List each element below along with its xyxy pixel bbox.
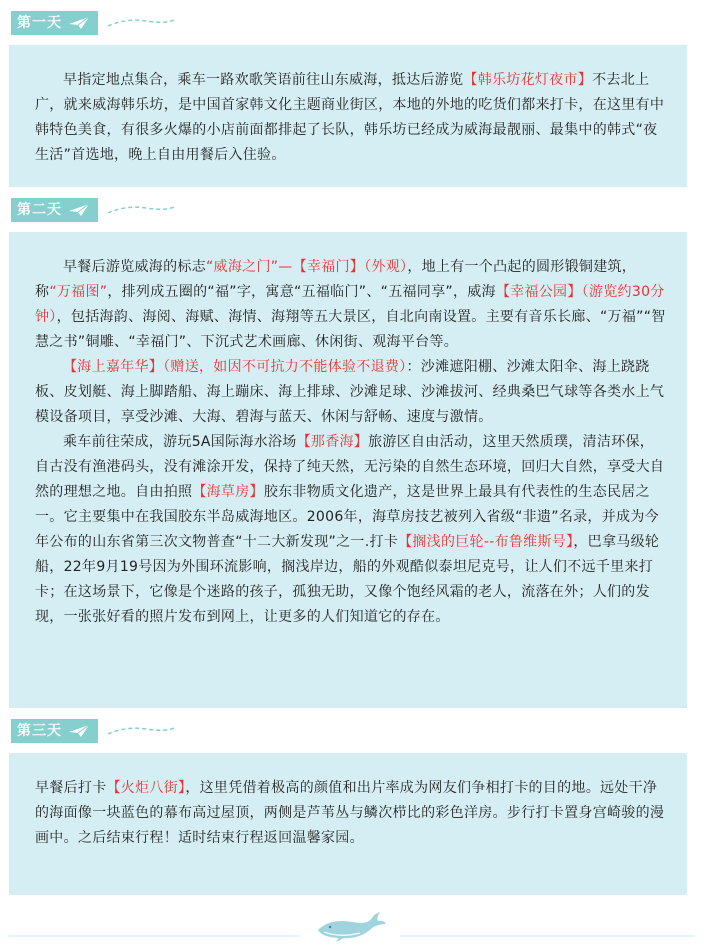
body-text: 旅游区自由活动，这里天然质璞，清洁环保，自古没有渔港码头，没有滩涂开发，保持了纯天然，无污染的自然生态环境，回归大自然，享受大自然的理想之地。自由拍照: [35, 434, 665, 500]
body-text: ，包括海韵、海阅、海赋、海情、海翔等五大景区，自北向南设置。主要有音乐长廊、“万福”“智慧之书”铜雕、“幸福门”、下沉式艺术画廊、休闲街、观海平台等。: [35, 309, 666, 350]
whale-footer-decoration: [0, 908, 703, 944]
day-2-label: 第二天: [11, 198, 68, 222]
highlight-text: 【海草房】: [192, 484, 264, 500]
body-text: 不去北上广，就来威海韩乐坊，是中国首家韩文化主题商业街区，本地的外地的吃货们都来打卡，在这里有中韩特色美食，有很多火爆的小店前面都排起了长队，韩乐坊已经成为威海最靓丽、最集中的韩式“夜生活”首选地，晚上自由用餐后入住验。: [35, 72, 665, 163]
day-2-body: [35, 255, 667, 630]
day-3-tag: [11, 719, 176, 743]
body-text: ，排列成五圈的“福”字，寓意“五福临门”、“五福同享”，威海: [107, 284, 496, 300]
highlight-text: “威海之门”—【幸福门】（外观）: [206, 259, 408, 275]
itinerary-paragraph: [35, 430, 667, 630]
day-1-card: [9, 45, 687, 187]
highlight-text: 【搁浅的巨轮--布鲁维斯号】: [398, 534, 574, 550]
body-text: 早餐后打卡: [35, 780, 107, 796]
day-1-body: [35, 68, 667, 168]
wave-dash-decoration: [106, 203, 176, 217]
body-text: 胶东非物质文化遗产，这是世界上最具有代表性的生态民居之一。它主要集中在我国胶东半岛威海地区。2006年，海草房技艺被列入省级“非遗”名录，并成为今年公布的山东省第三次文物普查“十二大新发现”之一.打卡: [35, 484, 659, 550]
paper-plane-icon: [68, 11, 98, 35]
itinerary-paragraph: [35, 255, 667, 355]
body-text: ，巴拿马级轮船，22年9月19号因为外围环流影响，搁浅岸边，船的外观酷似泰坦尼克号，让人们不远千里来打卡；在这场景下，它像是个迷路的孩子，孤独无助，又像个饱经风霜的老人，流落在外；人们的发现，一张张好看的照片发布到网上，让更多的人们知道它的存在。: [35, 534, 660, 625]
body-text: ，地上有一个凸起的圆形锻铜建筑，称: [35, 259, 637, 300]
highlight-text: “万福图”: [49, 284, 108, 300]
whale-icon: [318, 912, 386, 942]
body-text: ，这里凭借着极高的颜值和出片率成为网友们争相打卡的目的地。远处干净的海面像一块蓝色的幕布高过屋顶，两侧是芦苇丛与鳞次栉比的彩色洋房。步行打卡置身宫崎骏的漫画中。之后结束行程！适时结束行程返回温馨家园。: [35, 780, 665, 846]
body-text: 早餐后游览威海的标志: [63, 259, 206, 275]
highlight-text: 【韩乐坊花灯夜市】: [463, 72, 593, 88]
highlight-text: 【那香海】: [296, 434, 369, 450]
paper-plane-icon: [68, 719, 98, 743]
day-1-label: 第一天: [11, 11, 68, 35]
itinerary-paragraph: [35, 68, 667, 168]
wave-dash-decoration: [106, 16, 176, 30]
wave-dash-decoration: [106, 724, 176, 738]
body-text: 早指定地点集合，乘车一路欢歌笑语前往山东威海，抵达后游览: [63, 72, 464, 88]
day-3-label: 第三天: [11, 719, 68, 743]
day-2-card: [9, 232, 687, 708]
highlight-text: 【海上嘉年华】（赠送，如因不可抗力不能体验不退费）: [63, 359, 407, 375]
itinerary-paragraph: [35, 355, 667, 430]
highlight-text: 【幸福公园】（游览约30分钟）: [35, 284, 665, 325]
day-1-tag: [11, 11, 176, 35]
body-text: 乘车前往荣成，游玩5A国际海水浴场: [63, 434, 297, 450]
body-text: ：沙滩遮阳棚、沙滩太阳伞、海上跷跷板、皮划艇、海上脚踏船、海上蹦床、海上排球、沙滩足球、沙滩拔河、经典桑巴气球等各类水上气模设备项目，享受沙滩、大海、碧海与蓝天、休闲与舒畅、速度与激情。: [35, 359, 665, 425]
day-3-body: [35, 776, 667, 851]
itinerary-paragraph: [35, 776, 667, 851]
day-2-tag: [11, 198, 176, 222]
highlight-text: 【火炬八街】: [106, 780, 186, 796]
day-3-card: [9, 753, 687, 895]
paper-plane-icon: [68, 198, 98, 222]
